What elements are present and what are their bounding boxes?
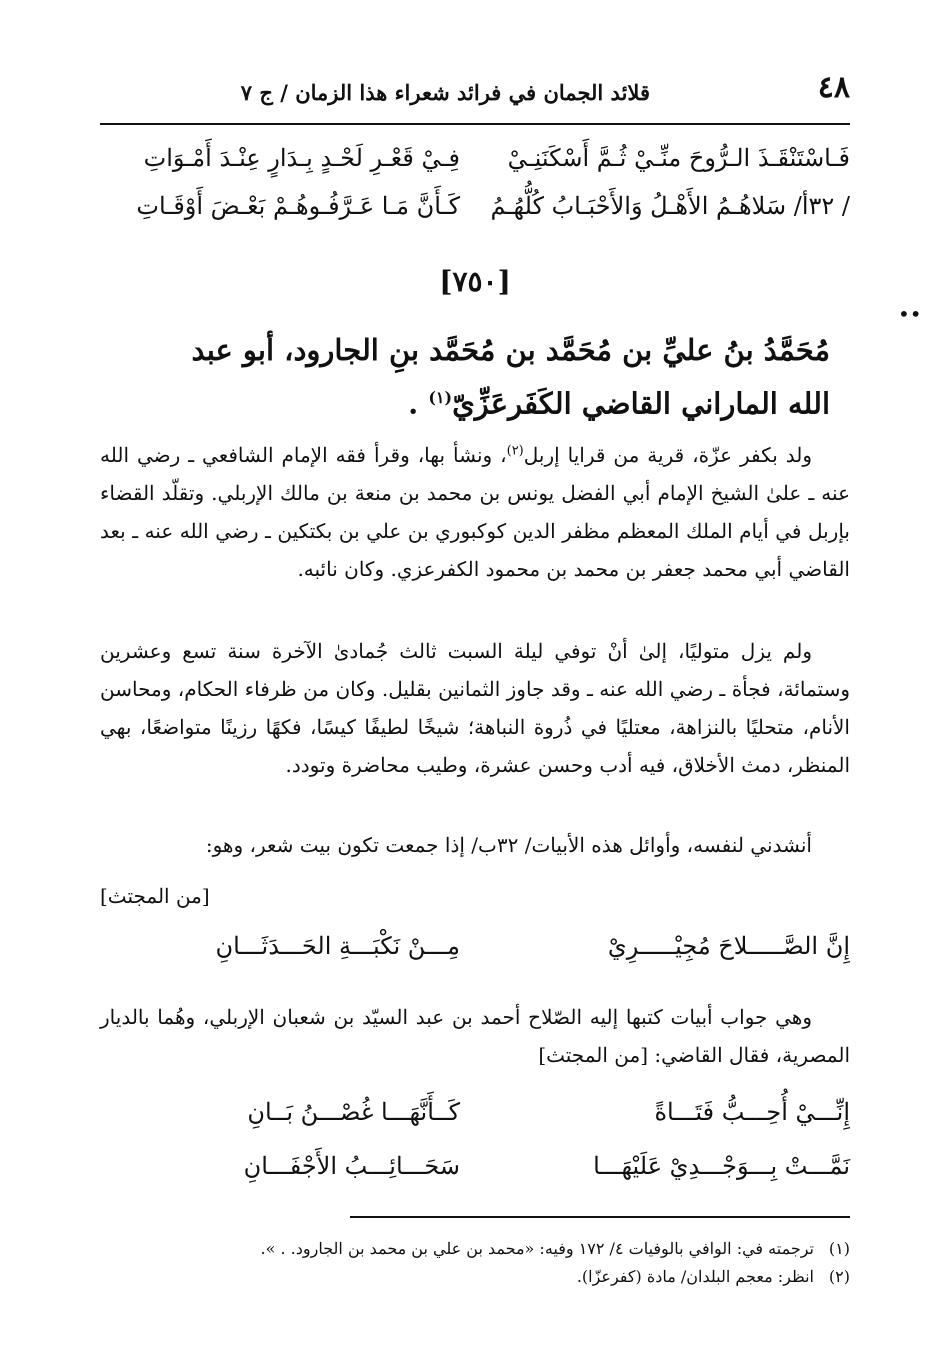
verse-first-hemistich [490, 192, 850, 220]
paragraph-birth [100, 436, 850, 588]
margin-mark: •• [898, 302, 922, 326]
footnote-number: (١) [828, 1239, 850, 1258]
entry-title-end: . [408, 386, 429, 421]
verse-line [100, 192, 850, 236]
verse-second-hemistich: فِـيْ قَعْـرِ لَحْـدٍ بِـدَارٍ عِنْـدَ أَمْـوَاتِ [143, 144, 460, 172]
paragraph-text: ولد بكفر عزّة، قرية من قرايا إربل [523, 443, 812, 467]
verse-line [100, 932, 850, 976]
footnote-rule [350, 1216, 850, 1218]
verse-first-hemistich-text: سَلاهُـمُ الأَهْـلُ وَالأَحْبَـابُ كُلُّهُـمُ [490, 192, 787, 220]
running-header [100, 66, 850, 116]
entry-title [175, 326, 830, 428]
verse-first-hemistich: إِنِّـــيْ أُحِـــبُّ فَتَـــاةً [654, 1098, 850, 1126]
paragraph-text: ولم يزل متوليًا، إلىٰ أنْ توفي ليلة السبت ثالث جُمادىٰ الآخرة سنة تسع وعشرين وستمائة، فجأة ـ رضي الله عنه ـ وقد جاوز الثمانين بقليل. وكان من ظرفاء الحكام، ومحاسن الأنام، متحليًا بالنزاهة، معتليًا في ذُروة النباهة؛ شيخًا لطيفًا كيسًا، فكهًا رزينًا متواضعًا، بهي المنظر، دمث الأخلاق، فيه أدب وحسن عشرة، وطيب محاضرة وتودد. [100, 639, 850, 777]
verse-second-hemistich: كَــأَنَّهَـــا غُصْـــنُ بَــانِ [247, 1098, 460, 1126]
meter-label: [من المجتث] [100, 884, 210, 908]
paragraph-text: أنشدني لنفسه، وأوائل هذه الأبيات/ ٣٢ب/ إذا جمعت تكون بيت شعر، وهو: [205, 833, 812, 857]
footnote-number: (٢) [828, 1267, 850, 1286]
footnote-ref: (١) [428, 388, 453, 407]
verse-first-hemistich: إِنَّ الصَّـــــلاحَ مُجِيْـــــرِيْ [607, 932, 850, 960]
verse-second-hemistich: كَـأَنَّ مَـا عَـرَّفُـوهُـمْ بَعْـضَ أَوْقَـاتِ [136, 192, 460, 220]
paragraph-text: وهي جواب أبيات كتبها إليه الصّلاح أحمد بن عبد السيّد بن شعبان الإربلي، وهُما بالديار المصرية، فقال القاضي: [100, 1005, 850, 1067]
paragraph-reply [100, 998, 850, 1074]
verse-line [100, 1152, 850, 1196]
verse-second-hemistich: سَحَـــائِـــبُ الأَجْفَـــانِ [243, 1152, 460, 1180]
verse-first-hemistich: نَمَّـــتْ بِـــوَجْـــدِيْ عَلَيْهَـــا [593, 1152, 850, 1180]
running-title: قلائد الجمان في فرائد شعراء هذا الزمان / ج ٧ [240, 80, 650, 105]
footnote-text: انظر: معجم البلدان/ مادة (كفرعزّا). [576, 1267, 814, 1286]
verse-first-hemistich: فَـاسْتَنْقَـذَ الـرُّوحَ منِّـيْ ثُـمَّ أَسْكَنَنِـيْ [507, 144, 850, 172]
page-number: ٤٨ [817, 70, 850, 105]
footnote-text: ترجمته في: الوافي بالوفيات ٤/ ١٧٢ وفيه: «محمد بن علي بن محمد بن الجارود. . ». [260, 1239, 814, 1258]
verse-line [100, 144, 850, 188]
paragraph-death [100, 632, 850, 784]
meter-label-inline: [من المجتث] [538, 1043, 649, 1067]
paragraph-text: ، ونشأ بها، وقرأ فقه الإمام الشافعي ـ رضي الله عنه ـ علىٰ الشيخ الإمام أبي الفضل يونس بن محمد بن منعة بن مالك الإربلي. وتقلّد القضاء بإربل في أيام الملك المعظم مظفر الدين كوكبوري بن علي بن بكتكين ـ رضي الله عنه ـ بعد القاضي أبي محمد جعفر بن محمد بن محمود الكفرعزي. وكان نائبه. [100, 443, 851, 581]
entry-title-text: مُحَمَّدُ بنُ عليِّ بن مُحَمَّد بن مُحَمَّد بنِ الجارود، أبو عبد الله الماراني القاضي الكَفَرعَزِّيّ [191, 333, 830, 421]
footnote [100, 1236, 850, 1262]
folio-marker: / ٣٢أ/ [793, 192, 850, 220]
footnote [100, 1264, 850, 1290]
verse-second-hemistich: مِـــنْ نَكْبَـــةِ الحَـــدَثَـــانِ [215, 932, 460, 960]
header-rule [100, 123, 850, 125]
footnote-ref: (٢) [506, 443, 524, 459]
verse-line [100, 1098, 850, 1142]
entry-number: [٧٥٠] [439, 265, 511, 298]
paragraph-recitation [100, 826, 850, 864]
